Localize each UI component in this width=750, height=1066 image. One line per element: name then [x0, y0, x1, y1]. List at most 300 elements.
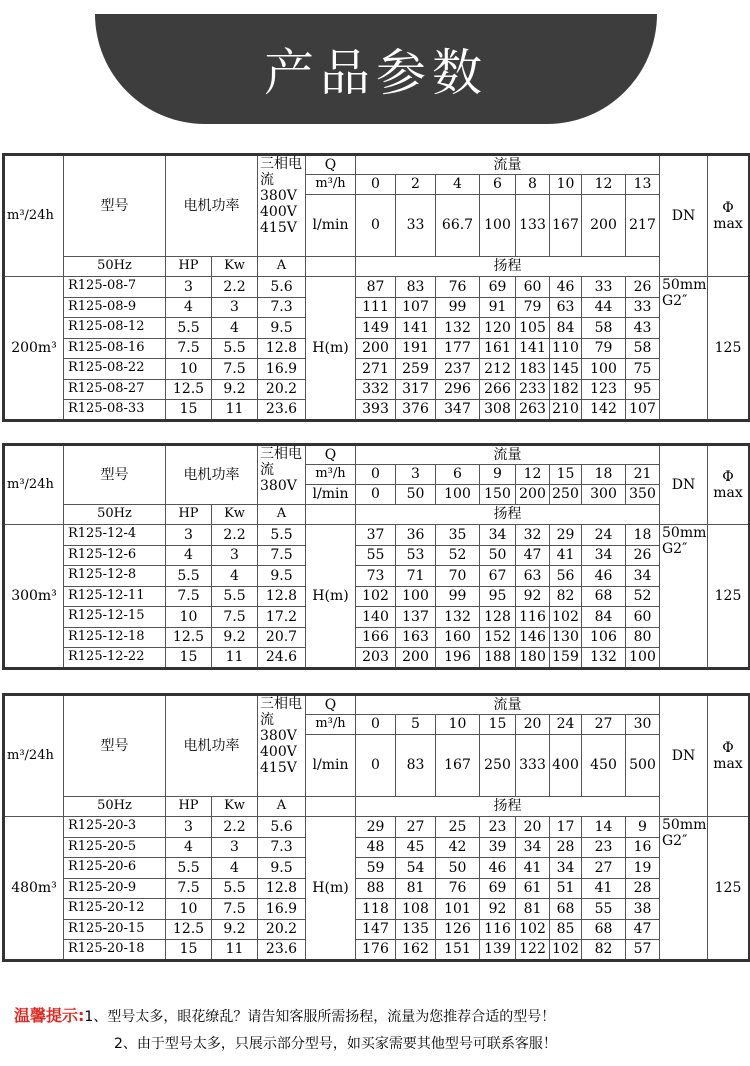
flow-m3h-value: 2	[396, 175, 436, 195]
head-value: 33	[626, 297, 660, 318]
flow-m3h-value: 24	[550, 715, 582, 735]
flow-lmin-value: 350	[626, 485, 660, 505]
head-value: 60	[516, 277, 550, 298]
col-phi-header	[708, 695, 750, 817]
head-value: 68	[582, 919, 626, 940]
head-value: 28	[626, 878, 660, 899]
freq-label: 50Hz	[64, 505, 166, 525]
col-hp-header: HP	[166, 505, 212, 525]
flow-m3h-value: 6	[480, 175, 516, 195]
flow-m3h-value: 12	[516, 465, 550, 485]
head-value: 142	[582, 400, 626, 421]
a-value: 12.8	[258, 586, 306, 607]
head-value: 166	[356, 627, 396, 648]
a-value: 9.5	[258, 318, 306, 339]
head-value: 145	[550, 359, 582, 380]
head-value: 118	[356, 899, 396, 920]
hp-value: 5.5	[166, 318, 212, 339]
head-value: 37	[356, 525, 396, 546]
flow-lmin-value: 83	[396, 735, 436, 797]
head-value: 147	[356, 919, 396, 940]
kw-value: 2.2	[212, 525, 258, 546]
a-value: 16.9	[258, 359, 306, 380]
hp-value: 4	[166, 837, 212, 858]
head-value: 16	[626, 837, 660, 858]
head-value: 393	[356, 400, 396, 421]
head-value: 146	[516, 627, 550, 648]
voltage-value: 380V	[260, 188, 297, 205]
head-value: 95	[626, 379, 660, 400]
head-value: 128	[480, 607, 516, 628]
unit-m3h: m³/h	[306, 175, 356, 195]
table-row	[4, 858, 750, 879]
flow-m3h-value: 10	[550, 175, 582, 195]
head-value: 107	[396, 297, 436, 318]
head-value: 100	[626, 648, 660, 669]
head-value: 161	[480, 338, 516, 359]
col-motor-power-header: 电机功率	[166, 155, 258, 257]
head-value: 71	[396, 566, 436, 587]
col-dn-header: DN	[660, 445, 708, 525]
flow-lmin-value: 0	[356, 485, 396, 505]
head-value: 116	[480, 919, 516, 940]
a-value: 23.6	[258, 940, 306, 961]
flow-m3h-value: 8	[516, 175, 550, 195]
voltage-value: 380V	[260, 728, 297, 745]
param-table-2	[2, 443, 750, 670]
head-value: 123	[582, 379, 626, 400]
kw-value: 7.5	[212, 607, 258, 628]
head-value: 45	[396, 837, 436, 858]
head-value: 317	[396, 379, 436, 400]
col-current-header	[258, 695, 306, 797]
a-value: 17.2	[258, 607, 306, 628]
head-value: 63	[550, 297, 582, 318]
head-value: 58	[626, 338, 660, 359]
head-value: 35	[436, 525, 480, 546]
kw-value: 7.5	[212, 899, 258, 920]
flow-m3h-value: 21	[626, 465, 660, 485]
flow-m3h-value: 10	[436, 715, 480, 735]
head-value: 191	[396, 338, 436, 359]
head-value: 111	[356, 297, 396, 318]
head-value: 91	[480, 297, 516, 318]
flow-m3h-value: 30	[626, 715, 660, 735]
head-value: 41	[516, 858, 550, 879]
head-value: 68	[582, 586, 626, 607]
head-value: 34	[626, 566, 660, 587]
model-value: R125-20-18	[64, 940, 166, 961]
head-value: 47	[626, 919, 660, 940]
head-value: 196	[436, 648, 480, 669]
hp-value: 10	[166, 899, 212, 920]
flow-m3h-value: 12	[582, 175, 626, 195]
head-value: 116	[516, 607, 550, 628]
voltage-value: 400V	[260, 744, 297, 761]
head-value: 152	[480, 627, 516, 648]
head-value: 53	[396, 545, 436, 566]
kw-value: 11	[212, 940, 258, 961]
unit-m3h: m³/h	[306, 465, 356, 485]
kw-value: 11	[212, 400, 258, 421]
col-motor-power-header: 电机功率	[166, 695, 258, 797]
hp-value: 4	[166, 297, 212, 318]
dn-value-2: G2″	[662, 293, 688, 310]
kw-value: 9.2	[212, 379, 258, 400]
table-row	[4, 297, 750, 318]
model-value: R125-20-12	[64, 899, 166, 920]
head-value: 188	[480, 648, 516, 669]
col-model-header: 型号	[64, 445, 166, 505]
head-value: 120	[480, 318, 516, 339]
max-label: max	[713, 756, 743, 772]
head-value: 60	[626, 607, 660, 628]
head-value: 29	[550, 525, 582, 546]
dn-value	[660, 525, 708, 669]
head-value: 233	[516, 379, 550, 400]
a-value: 16.9	[258, 899, 306, 920]
blank-cell	[306, 797, 356, 817]
table-row	[4, 878, 750, 899]
head-value: 57	[626, 940, 660, 961]
head-value: 126	[436, 919, 480, 940]
unit-lmin: l/min	[306, 485, 356, 505]
freq-label: 50Hz	[64, 797, 166, 817]
head-value: 200	[356, 338, 396, 359]
head-value: 63	[516, 566, 550, 587]
a-value: 9.5	[258, 566, 306, 587]
head-value: 69	[480, 878, 516, 899]
col-kw-header: Kw	[212, 797, 258, 817]
q-label: Q	[306, 695, 356, 715]
head-value: 76	[436, 277, 480, 298]
col-model-header: 型号	[64, 695, 166, 797]
head-value: 84	[550, 318, 582, 339]
q-label: Q	[306, 155, 356, 175]
page-title: 产品参数	[264, 44, 488, 102]
head-value: 46	[582, 566, 626, 587]
head-value: 100	[396, 586, 436, 607]
a-value: 20.7	[258, 627, 306, 648]
head-value: 61	[516, 878, 550, 899]
head-value: 332	[356, 379, 396, 400]
model-value: R125-20-9	[64, 878, 166, 899]
flow-m3h-value: 9	[480, 465, 516, 485]
table-row	[4, 586, 750, 607]
flow-lmin-value: 33	[396, 195, 436, 257]
flow-m3h-value: 4	[436, 175, 480, 195]
head-value: 26	[626, 545, 660, 566]
head-value: 47	[516, 545, 550, 566]
head-value: 271	[356, 359, 396, 380]
table-row	[4, 525, 750, 546]
q-label: Q	[306, 445, 356, 465]
kw-value: 11	[212, 648, 258, 669]
flow-header: 流量	[356, 155, 660, 175]
head-value: 102	[356, 586, 396, 607]
a-value: 9.5	[258, 858, 306, 879]
a-value: 7.3	[258, 837, 306, 858]
capacity-value: 300m³	[4, 525, 64, 669]
flow-lmin-value: 133	[516, 195, 550, 257]
a-value: 24.6	[258, 648, 306, 669]
flow-m3h-value: 13	[626, 175, 660, 195]
head-value: 176	[356, 940, 396, 961]
flow-m3h-value: 3	[396, 465, 436, 485]
head-value: 55	[582, 899, 626, 920]
title-banner	[95, 14, 657, 124]
hp-value: 15	[166, 940, 212, 961]
head-value: 34	[516, 837, 550, 858]
flow-m3h-value: 20	[516, 715, 550, 735]
head-value: 58	[582, 318, 626, 339]
head-value: 41	[550, 545, 582, 566]
head-value: 81	[396, 878, 436, 899]
head-value: 259	[396, 359, 436, 380]
kw-value: 7.5	[212, 359, 258, 380]
col-kw-header: Kw	[212, 505, 258, 525]
head-value: 105	[516, 318, 550, 339]
current-label: 三相电流	[260, 696, 302, 729]
head-value: 263	[516, 400, 550, 421]
flow-m3h-value: 27	[582, 715, 626, 735]
dn-value-1: 50mm	[662, 277, 707, 293]
a-value: 7.5	[258, 545, 306, 566]
head-value: 27	[396, 817, 436, 838]
kw-value: 2.2	[212, 817, 258, 838]
blank-cell	[306, 257, 356, 277]
head-value: 100	[582, 359, 626, 380]
head-value: 17	[550, 817, 582, 838]
table-row	[4, 648, 750, 669]
hm-label: H(m)	[306, 525, 356, 669]
head-value: 67	[480, 566, 516, 587]
head-value: 44	[582, 297, 626, 318]
phi-symbol: Φ	[722, 468, 734, 485]
flow-m3h-value: 5	[396, 715, 436, 735]
table-row	[4, 566, 750, 587]
col-hp-header: HP	[166, 257, 212, 277]
head-value: 106	[582, 627, 626, 648]
head-value: 203	[356, 648, 396, 669]
head-value: 25	[436, 817, 480, 838]
head-header: 扬程	[356, 257, 660, 277]
flow-lmin-value: 400	[550, 735, 582, 797]
head-value: 130	[550, 627, 582, 648]
head-value: 19	[626, 858, 660, 879]
dn-value	[660, 277, 708, 421]
head-value: 24	[582, 525, 626, 546]
head-value: 46	[550, 277, 582, 298]
flow-header: 流量	[356, 445, 660, 465]
head-value: 99	[436, 297, 480, 318]
table-row	[4, 627, 750, 648]
head-value: 95	[480, 586, 516, 607]
head-value: 132	[582, 648, 626, 669]
a-value: 23.6	[258, 400, 306, 421]
model-value: R125-12-6	[64, 545, 166, 566]
head-value: 237	[436, 359, 480, 380]
head-value: 79	[582, 338, 626, 359]
table-row	[4, 359, 750, 380]
head-value: 159	[550, 648, 582, 669]
head-value: 29	[356, 817, 396, 838]
hp-value: 12.5	[166, 627, 212, 648]
head-value: 38	[626, 899, 660, 920]
hp-value: 10	[166, 607, 212, 628]
head-value: 34	[582, 545, 626, 566]
hp-value: 7.5	[166, 586, 212, 607]
kw-value: 3	[212, 297, 258, 318]
flow-m3h-value: 15	[550, 465, 582, 485]
voltage-value: 380V	[260, 478, 297, 495]
a-value: 5.6	[258, 277, 306, 298]
max-label: max	[713, 216, 743, 232]
head-value: 308	[480, 400, 516, 421]
head-value: 102	[516, 919, 550, 940]
head-value: 149	[356, 318, 396, 339]
table-row	[4, 379, 750, 400]
table-row	[4, 607, 750, 628]
head-value: 34	[480, 525, 516, 546]
head-value: 23	[480, 817, 516, 838]
head-value: 85	[550, 919, 582, 940]
note-line-2: 2、由于型号太多，只展示部分型号，如买家需要其他型号可联系客服！	[114, 1036, 557, 1052]
head-value: 102	[550, 607, 582, 628]
notes	[14, 1002, 557, 1058]
flow-lmin-value: 333	[516, 735, 550, 797]
flow-lmin-value: 0	[356, 195, 396, 257]
head-value: 79	[516, 297, 550, 318]
kw-value: 3	[212, 545, 258, 566]
model-value: R125-08-27	[64, 379, 166, 400]
head-value: 210	[550, 400, 582, 421]
flow-lmin-value: 217	[626, 195, 660, 257]
head-value: 73	[356, 566, 396, 587]
model-value: R125-08-9	[64, 297, 166, 318]
note-line-1	[14, 1002, 557, 1031]
hp-value: 15	[166, 648, 212, 669]
head-value: 151	[436, 940, 480, 961]
current-label: 三相电流	[260, 156, 302, 189]
table-row	[4, 899, 750, 920]
head-value: 52	[626, 586, 660, 607]
hm-label: H(m)	[306, 277, 356, 421]
head-value: 347	[436, 400, 480, 421]
model-value: R125-08-16	[64, 338, 166, 359]
flow-m3h-value: 15	[480, 715, 516, 735]
current-label: 三相电流	[260, 446, 302, 479]
head-value: 27	[582, 858, 626, 879]
a-value: 12.8	[258, 878, 306, 899]
phi-symbol: Φ	[722, 739, 734, 756]
col-phi-header	[708, 445, 750, 525]
flow-lmin-value: 50	[396, 485, 436, 505]
a-value: 20.2	[258, 919, 306, 940]
head-value: 92	[516, 586, 550, 607]
head-value: 160	[436, 627, 480, 648]
hp-value: 4	[166, 545, 212, 566]
col-capacity-header: m³/24h	[4, 695, 64, 817]
head-value: 56	[550, 566, 582, 587]
phi-value: 125	[708, 277, 750, 421]
head-value: 69	[480, 277, 516, 298]
model-value: R125-20-6	[64, 858, 166, 879]
flow-lmin-value: 250	[480, 735, 516, 797]
flow-lmin-value: 66.7	[436, 195, 480, 257]
flow-lmin-value: 300	[582, 485, 626, 505]
head-value: 88	[356, 878, 396, 899]
head-value: 50	[436, 858, 480, 879]
head-value: 212	[480, 359, 516, 380]
head-value: 23	[582, 837, 626, 858]
head-value: 92	[480, 899, 516, 920]
blank-cell	[306, 505, 356, 525]
hp-value: 10	[166, 359, 212, 380]
head-value: 81	[516, 899, 550, 920]
dn-value-2: G2″	[662, 541, 688, 558]
hp-value: 12.5	[166, 919, 212, 940]
col-capacity-header: m³/24h	[4, 445, 64, 525]
head-value: 102	[550, 940, 582, 961]
head-value: 32	[516, 525, 550, 546]
flow-lmin-value: 450	[582, 735, 626, 797]
kw-value: 9.2	[212, 919, 258, 940]
flow-m3h-value: 0	[356, 715, 396, 735]
col-model-header: 型号	[64, 155, 166, 257]
model-value: R125-12-22	[64, 648, 166, 669]
head-value: 54	[396, 858, 436, 879]
head-value: 110	[550, 338, 582, 359]
model-value: R125-08-22	[64, 359, 166, 380]
dn-value	[660, 817, 708, 961]
hp-value: 12.5	[166, 379, 212, 400]
table-row	[4, 545, 750, 566]
kw-value: 4	[212, 858, 258, 879]
head-value: 183	[516, 359, 550, 380]
model-value: R125-20-3	[64, 817, 166, 838]
head-value: 163	[396, 627, 436, 648]
hp-value: 15	[166, 400, 212, 421]
head-value: 33	[582, 277, 626, 298]
head-value: 266	[480, 379, 516, 400]
head-value: 48	[356, 837, 396, 858]
head-value: 59	[356, 858, 396, 879]
head-value: 122	[516, 940, 550, 961]
col-kw-header: Kw	[212, 257, 258, 277]
col-dn-header: DN	[660, 695, 708, 817]
tip-label: 温馨提示:	[14, 1006, 85, 1025]
head-value: 41	[582, 878, 626, 899]
table-row	[4, 837, 750, 858]
kw-value: 3	[212, 837, 258, 858]
col-motor-power-header: 电机功率	[166, 445, 258, 505]
flow-lmin-value: 167	[550, 195, 582, 257]
param-table-3	[2, 693, 750, 962]
col-dn-header: DN	[660, 155, 708, 277]
head-value: 137	[396, 607, 436, 628]
max-label: max	[713, 485, 743, 501]
head-value: 180	[516, 648, 550, 669]
head-value: 177	[436, 338, 480, 359]
model-value: R125-12-8	[64, 566, 166, 587]
hp-value: 5.5	[166, 566, 212, 587]
flow-lmin-value: 200	[516, 485, 550, 505]
a-value: 7.3	[258, 297, 306, 318]
table-row	[4, 817, 750, 838]
capacity-value: 480m³	[4, 817, 64, 961]
hm-label: H(m)	[306, 817, 356, 961]
